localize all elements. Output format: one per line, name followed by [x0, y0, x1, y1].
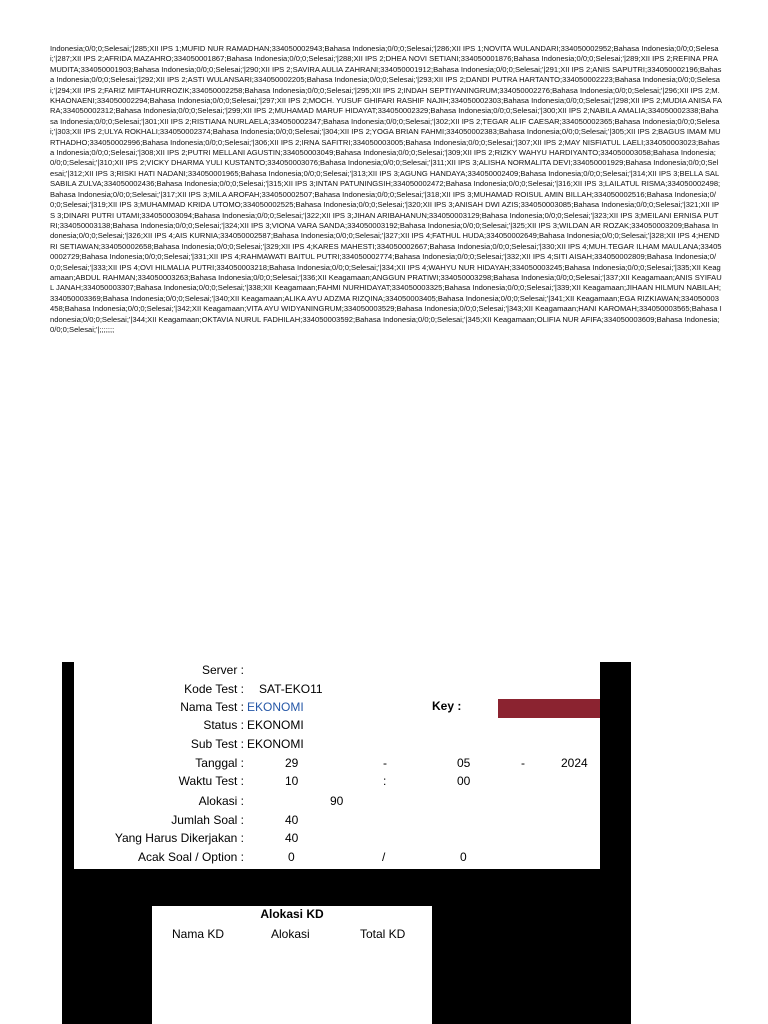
- harus-dikerjakan-label: Yang Harus Dikerjakan :: [114, 831, 244, 845]
- nama-test-label: Nama Test :: [180, 700, 244, 714]
- tanggal-month[interactable]: 05: [457, 756, 471, 770]
- server-label: Server :: [201, 663, 244, 677]
- sub-test-value[interactable]: EKONOMI: [247, 737, 304, 751]
- acak-soal-label: Acak Soal / Option :: [137, 850, 244, 864]
- alokasi-header: Alokasi: [271, 927, 310, 941]
- key-label: Key :: [432, 699, 462, 713]
- status-value[interactable]: EKONOMI: [247, 718, 304, 732]
- sub-test-label: Sub Test :: [190, 737, 244, 751]
- total-kd-header: Total KD: [360, 927, 406, 941]
- waktu-hour[interactable]: 10: [285, 774, 299, 788]
- raw-data-text: Indonesia;0/0;0;Selesai;'|285;XII IPS 1;MUFID NUR RAMADHAN;334050002943;Bahasa Indonesia;0/0;0;Selesai;'|286;XII IPS 1;NOVITA WULANDARI;334050002952;Bahasa Indonesia;0/0;0;Selesai;'|287;XII IPS 2;AFRIDA MAZAHRO;334050001867;Bahasa Indonesia;0/0;0;Selesai;'|288;XII IPS 2;DHEA NOVI SETIANI;334050001876;Bahasa Indonesia;0/0;0;Selesai;'|289;XII IPS 2;REFINA PRAMUDITA;334050001903;Bahasa Indonesia;0/0;0;Selesai;'|290;XII IPS 2;SAVIRA AULIA ZAHRANI;334050001912;Bahasa Indonesia;0/0;0;Selesai;'|291;XII IPS 2;ANIS SAPUTRI;334050002196;Bahasa Indonesia;0/0;0;Selesai;'|292;XII IPS 2;ASTI WULANSARI;334050002205;Bahasa Indonesia;0/0;0;Selesai;'|293;XII IPS 2;DANDI PUTRA HARTANTO;334050002223;Bahasa Indonesia;0/0;0;Selesai;'|294;XII IPS 2;FARIZ MIFTAHURROZIK;334050002258;Bahasa Indonesia;0/0;0;Selesai;'|295;XII IPS 2;INDAH SEPTIYANINGRUM;334050002276;Bahasa Indonesia;0/0;0;Selesai;'|296;XII IPS 2;M. KHAONAENI;334050002294;Bahasa Indonesia;0/0;0;Selesai;'|297;XII IPS 2;MOCH. YUSUF GHIFARI RASHIF NAJIH;334050002303;Bahasa Indonesia;0/0;0;Selesai;'|298;XII IPS 2;MUDIA ANISA FARA;334050002312;Bahasa Indonesia;0/0;0;Selesai;'|299;XII IPS 2;MUHAMAD MARUF HIDAYAT;334050002329;Bahasa Indonesia;0/0;0;Selesai;'|300;XII IPS 2;NABILA AMALIA;334050002338;Bahasa Indonesia;0/0;0;Selesai;'|301;XII IPS 2;RISTIANA NURLAELA;334050002347;Bahasa Indonesia;0/0;0;Selesai;'|302;XII IPS 2;TEGAR ALIF CAESAR;334050002365;Bahasa Indonesia;0/0;0;Selesai;'|303;XII IPS 2;ULYA ROKHALI;334050002374;Bahasa Indonesia;0/0;0;Selesai;'|304;XII IPS 2;YOGA BRIAN FAHMI;334050002383;Bahasa Indonesia;0/0;0;Selesai;'|305;XII IPS 2;BAGUS IMAM MURTHADHO;334050002996;Bahasa Indonesia;0/0;0;Selesai;'|306;XII IPS 2;IRNA SAFITRI;334050003005;Bahasa Indonesia;0/0;0;Selesai;'|307;XII IPS 2;MAY NISFIATUL LAELI;334050003023;Bahasa Indonesia;0/0;0;Selesai;'|308;XII IPS 2;PUTRI MELLANI AGUSTIN;334050003049;Bahasa Indonesia;0/0;0;Selesai;'|309;XII IPS 2;RIZKY WAHYU HARDIYANTO;334050003058;Bahasa Indonesia;0/0;0;Selesai;'|310;XII IPS 2;VICKY DHARMA YULI KUSTANTO;334050003076;Bahasa Indonesia;0/0;0;Selesai;'|311;XII IPS 3;ALISHA NORMALITA DEVI;334050001929;Bahasa Indonesia;0/0;0;Selesai;'|312;XII IPS 3;RISKI HATI NADANI;334050001965;Bahasa Indonesia;0/0;0;Selesai;'|313;XII IPS 3;AGUNG HANDAYA;334050002409;Bahasa Indonesia;0/0;0;Selesai;'|314;XII IPS 3;BELLA SALSABILA ZULVA;334050002436;Bahasa Indonesia;0/0;0;Selesai;'|315;XII IPS 3;INTAN PATUNINGSIH;334050002472;Bahasa Indonesia;0/0;0;Selesai;'|316;XII IPS 3;LAILATUL RISMA;334050002498;Bahasa Indonesia;0/0;0;Selesai;'|317;XII IPS 3;MILA AROFAH;334050002507;Bahasa Indonesia;0/0;0;Selesai;'|318;XII IPS 3;MUHAMAD ROISUL AMIN BILLAH;334050002516;Bahasa Indonesia;0/0;0;Selesai;'|319;XII IPS 3;MUHAMMAD KRIDA UTOMO;334050002525;Bahasa Indonesia;0/0;0;Selesai;'|320;XII IPS 3;ANISAH DWI AZIS;334050003085;Bahasa Indonesia;0/0;0;Selesai;'|321;XII IPS 3;DINARI PUTRI UTAMI;334050003094;Bahasa Indonesia;0/0;0;Selesai;'|322;XII IPS 3;JIHAN ARIBAHANUN;334050003129;Bahasa Indonesia;0/0;0;Selesai;'|323;XII IPS 3;MEILANI ERNISA PUTRI;334050003138;Bahasa Indonesia;0/0;0;Selesai;'|324;XII IPS 3;VIONA VARA SANDA;334050003192;Bahasa Indonesia;0/0;0;Selesai;'|325;XII IPS 3;WILDAN AR ROZAK;334050003209;Bahasa Indonesia;0/0;0;Selesai;'|326;XII IPS 4;AIS KURNIA;334050002587;Bahasa Indonesia;0/0;0;Selesai;'|327;XII IPS 4;FATHUL HUDA;334050002649;Bahasa Indonesia;0/0;0;Selesai;'|328;XII IPS 4;HENDRI SETIAWAN;334050002658;Bahasa Indonesia;0/0;0;Selesai;'|329;XII IPS 4;KARES MAHESTI;334050002667;Bahasa Indonesia;0/0;0;Selesai;'|330;XII IPS 4;MUH.TEGAR ILHAM MAULANA;334050002729;Bahasa Indonesia;0/0;0;Selesai;'|331;XII IPS 4;RAHMAWATI BAITUL PUTRI;334050002774;Bahasa Indonesia;0/0;0;Selesai;'|332;XII IPS 4;SITI AISAH;334050002809;Bahasa Indonesia;0/0;0;Selesai;'|333;XII IPS 4;OVI HILMALIA PUTRI;334050003218;Bahasa Indonesia;0/0;0;Selesai;'|334;XII IPS 4;WAHYU NUR HIDAYAH;334050003245;Bahasa Indonesia;0/0;0;Selesai;'|335;XII Keagamaan;ABDUL RAHMAN;334050003263;Bahasa Indonesia;0/0;0;Selesai;'|336;XII Keagamaan;ANGGUN PRATIWI;334050003298;Bahasa Indonesia;0/0;0;Selesai;'|337;XII Keagamaan;ANIS SYIFAUL JANAH;334050003307;Bahasa Indonesia;0/0;0;Selesai;'|338;XII Keagamaan;FAHMI NURHIDAYAT;334050003325;Bahasa Indonesia;0/0;0;Selesai;'|339;XII Keagamaan;JIHAAN HILMUN NABILAH;334050003369;Bahasa Indonesia;0/0;0;Selesai;'|340;XII Keagamaan;ALIKA AYU ADZMA RIZQINA;334050003405;Bahasa Indonesia;0/0;0;Selesai;'|341;XII Keagamaan;EGA RIZKIAWAN;334050003458;Bahasa Indonesia;0/0;0;Selesai;'|342;XII Keagamaan;VITA AYU WIDYANINGRUM;334050003529;Bahasa Indonesia;0/0;0;Selesai;'|343;XII Keagamaan;HANI KAROMAH;334050003565;Bahasa Indonesia;0/0;0;Selesai;'|344;XII Keagamaan;OKTAVIA NURUL FADHILAH;334050003592;Bahasa Indonesia;0/0;0;Selesai;'|345;XII Keagamaan;OLIFIA NUR AFIFA;334050003609;Bahasa Indonesia;0/0;0;Selesai;'|;;;;;;;: [50, 44, 722, 334]
- tanggal-year[interactable]: 2024: [561, 756, 588, 770]
- nama-kd-header: Nama KD: [172, 927, 225, 941]
- alokasi-kd-panel: [152, 906, 432, 1024]
- waktu-separator: :: [383, 774, 387, 788]
- tanggal-label: Tanggal :: [195, 756, 244, 770]
- acak-soal-value[interactable]: 0: [288, 850, 295, 864]
- waktu-test-label: Waktu Test :: [178, 774, 244, 788]
- acak-separator: /: [382, 850, 386, 864]
- tanggal-separator: -: [521, 756, 525, 770]
- key-field[interactable]: [498, 699, 600, 718]
- tanggal-separator: -: [383, 756, 387, 770]
- alokasi-label: Alokasi :: [198, 794, 244, 808]
- jumlah-soal-label: Jumlah Soal :: [171, 813, 244, 827]
- nama-test-value[interactable]: EKONOMI: [247, 700, 304, 714]
- alokasi-value[interactable]: 90: [330, 794, 344, 808]
- jumlah-soal-value[interactable]: 40: [285, 813, 299, 827]
- waktu-minute[interactable]: 00: [457, 774, 471, 788]
- acak-option-value[interactable]: 0: [460, 850, 467, 864]
- harus-dikerjakan-value[interactable]: 40: [285, 831, 299, 845]
- alokasi-kd-title: Alokasi KD: [260, 907, 324, 921]
- kode-test-value[interactable]: SAT-EKO11: [259, 682, 323, 696]
- tanggal-day[interactable]: 29: [285, 756, 299, 770]
- kode-test-label: Kode Test :: [184, 682, 244, 696]
- status-label: Status :: [203, 718, 244, 732]
